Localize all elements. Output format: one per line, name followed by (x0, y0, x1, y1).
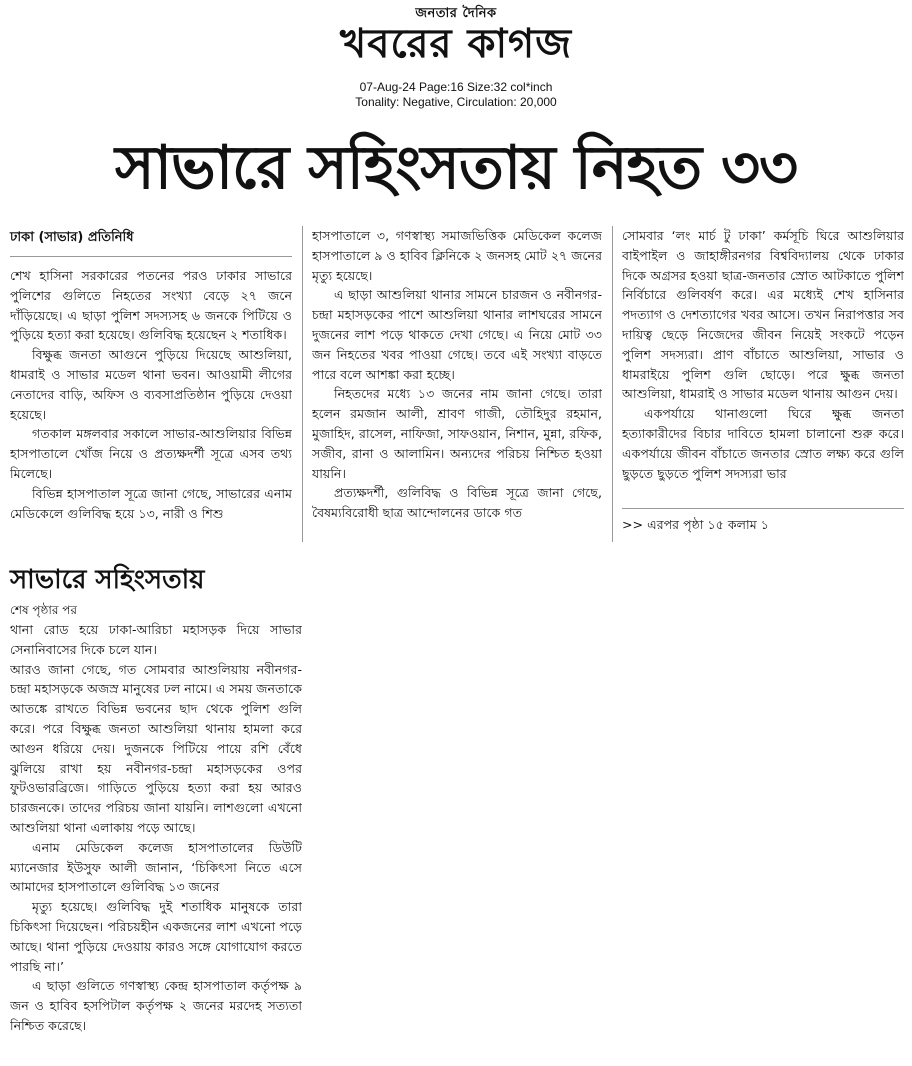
article-column-2 (312, 226, 602, 542)
continuation-column (10, 620, 302, 1054)
paragraph: মৃত্যু হয়েছে। গুলিবিদ্ধ দুই শতাধিক মানুষকে তারা চিকিৎসা দিয়েছেন। পরিচয়হীন একজনের লাশ এখনো পড়ে আছে। থানা পুড়িয়ে দেওয়ায় কারও সঙ্গে যোগাযোগ করতে পারছি না।’ (10, 899, 302, 974)
paragraph: সোমবার ‘লং মার্চ টু ঢাকা’ কর্মসূচি ঘিরে আশুলিয়ার বাইপাইল ও জাহাঙ্গীরনগর বিশ্ববিদ্যালয় থেকে ঢাকার দিকে অগ্রসর হওয়া ছাত্র-জনতার স্রোত আটকাতে পুলিশ নির্বিচারে গুলিবর্ষণ করে। এর মধ্যেই শেখ হাসিনার পদত্যাগ ও দেশত্যাগের খবর আসে। তখন নিরাপত্তার সব দায়িত্ব ছেড়ে নিজেদের জীবন নিয়েই সংকটে পড়েন পুলিশ সদস্যরা। প্রাণ বাঁচাতে আশুলিয়া, সাভার ও ধামরাইয়ে পুলিশ গুলি ছোড়ে। পরে ক্ষুব্ধ জনতা আশুলিয়া, ধামরাই ও সাভার মডেল থানায় আগুন দেয়। (622, 228, 904, 402)
paragraph: থানা রোড হয়ে ঢাকা-আরিচা মহাসড়ক দিয়ে সাভার সেনানিবাসের দিকে চলে যান। (10, 622, 302, 657)
masthead-title: খবরের কাগজ (339, 21, 573, 67)
column-divider (612, 226, 613, 542)
clip-meta-date-page: 07-Aug-24 Page:16 Size:32 col*inch (359, 80, 553, 94)
article-column-1 (10, 266, 292, 542)
jump-rule (622, 508, 904, 509)
byline-rule (10, 256, 292, 257)
paragraph: শেখ হাসিনা সরকারের পতনের পরও ঢাকার সাভারে পুলিশের গুলিতে নিহতের সংখ্যা বেড়ে ২৭ জনে দাঁড়িয়েছে। এ ছাড়া পুলিশ সদস্যসহ ৬ জনকে পিটিয়ে ও পুড়িয়ে হত্যা করা হয়েছে। গুলিবিদ্ধ হয়েছেন ২ শতাধিক। (10, 268, 292, 343)
paragraph: প্রত্যক্ষদর্শী, গুলিবিদ্ধ ও বিভিন্ন সূত্রে জানা গেছে, বৈষম্যবিরোধী ছাত্র আন্দোলনের ডাকে গত (312, 485, 602, 521)
continued-from-note: শেষ পৃষ্ঠার পর (10, 603, 78, 617)
paragraph: একপর্যায়ে থানাগুলো ঘিরে ক্ষুব্ধ জনতা হত্যাকারীদের বিচার দাবিতে হামলা চালানো শুরু করে। একপর্যায়ে জীবন বাঁচাতে জনতার স্রোত লক্ষ্য করে গুলি ছুড়তে ছুড়তে পুলিশ সদস্যরা ভার (622, 406, 904, 481)
paragraph: গতকাল মঙ্গলবার সকালে সাভার-আশুলিয়ার বিভিন্ন হাসপাতালে খোঁজ নিয়ে ও প্রত্যক্ষদর্শী সূত্রে এসব তথ্য মিলেছে। (10, 426, 292, 481)
paragraph: নিহতদের মধ্যে ১৩ জনের নাম জানা গেছে। তারা হলেন রমজান আলী, শ্রাবণ গাজী, তৌহিদুর রহমান, মুজাহিদ, রাসেল, নাফিজা, সাফওয়ান, নিশান, মুন্না, রফিক, সজীব, রানা ও আলামিন। অন্যদের পরিচয় নিশ্চিত হওয়া যায়নি। (312, 386, 602, 481)
column-divider (302, 226, 303, 542)
continuation-headline: সাভারে সহিংসতায় (10, 565, 205, 595)
paragraph: এ ছাড়া গুলিতে গণস্বাস্থ্য কেন্দ্র হাসপাতাল কর্তৃপক্ষ ৯ জন ও হাবিব হসপিটাল কর্তৃপক্ষ ২ জনের মরদেহ সত্যতা নিশ্চিত করেছে। (10, 978, 302, 1033)
paragraph: বিভিন্ন হাসপাতাল সূত্রে জানা গেছে, সাভারের এনাম মেডিকেলে গুলিবিদ্ধ হয়ে ১৩, নারী ও শিশু (10, 485, 292, 521)
paragraph: এনাম মেডিকেল কলেজ হাসপাতালের ডিউটি ম্যানেজার ইউসুফ আলী জানান, ‘চিকিৎসা নিতে এসে আমাদের হাসপাতালে গুলিবিদ্ধ ১৩ জনের (10, 839, 302, 895)
article-byline: ঢাকা (সাভার) প্রতিনিধি (10, 230, 134, 245)
paragraph: হাসপাতালে ৩, গণস্বাস্থ্য সমাজভিত্তিক মেডিকেল কলেজ হাসপাতালে ৯ ও হাবিব ক্লিনিকে ২ জনসহ মোট ২৭ জনের মৃত্যু হয়েছে। (312, 228, 602, 283)
article-headline: সাভারে সহিংসতায় নিহত ৩৩ (114, 133, 797, 203)
clip-meta-tonality: Tonality: Negative, Circulation: 20,000 (355, 95, 557, 109)
masthead-tagline: জনতার দৈনিক (415, 6, 497, 21)
continued-on-note: >> এরপর পৃষ্ঠা ১৫ কলাম ১ (622, 517, 769, 532)
paragraph: এ ছাড়া আশুলিয়া থানার সামনে চারজন ও নবীনগর-চন্দ্রা মহাসড়কের পাশে আশুলিয়া থানার লাশঘরের সামনে দুজনের লাশ পড়ে থাকতে দেখা গেছে। এ নিয়ে মোট ৩৩ জন নিহতের খবর পাওয়া গেছে। তবে এই সংখ্যা বাড়তে পারে বলে আশঙ্কা করা হচ্ছে। (312, 287, 602, 382)
article-column-3 (622, 226, 904, 502)
paragraph: বিক্ষুব্ধ জনতা আগুনে পুড়িয়ে দিয়েছে আশুলিয়া, ধামরাই ও সাভার মডেল থানা ভবন। আওয়ামী লীগের নেতাদের বাড়ি, অফিস ও ব্যবসাপ্রতিষ্ঠান পুড়িয়ে দেওয়া হয়েছে। (10, 347, 292, 422)
paragraph: আরও জানা গেছে, গত সোমবার আশুলিয়ায় নবীনগর-চন্দ্রা মহাসড়কে অজস্র মানুষের ঢল নামে। এ সময় জনতাকে আতঙ্কে রাখতে বিভিন্ন ভবনের ছাদ থেকে পুলিশ গুলি করে। পরে বিক্ষুব্ধ জনতা আশুলিয়া থানায় হামলা করে আগুন ধরিয়ে দেয়। দুজনকে পিটিয়ে পায়ে রশি বেঁধে ঝুলিয়ে রাখা হয় নবীনগর-চন্দ্রা মহাসড়কের ওপর ফুটওভারব্রিজে। গাড়িতে পুড়িয়ে হত্যা করা হয় আরও চারজনকে। তাদের পরিচয় জানা যায়নি। লাশগুলো এখনো আশুলিয়া থানা এলাকায় পড়ে আছে। (10, 661, 302, 835)
